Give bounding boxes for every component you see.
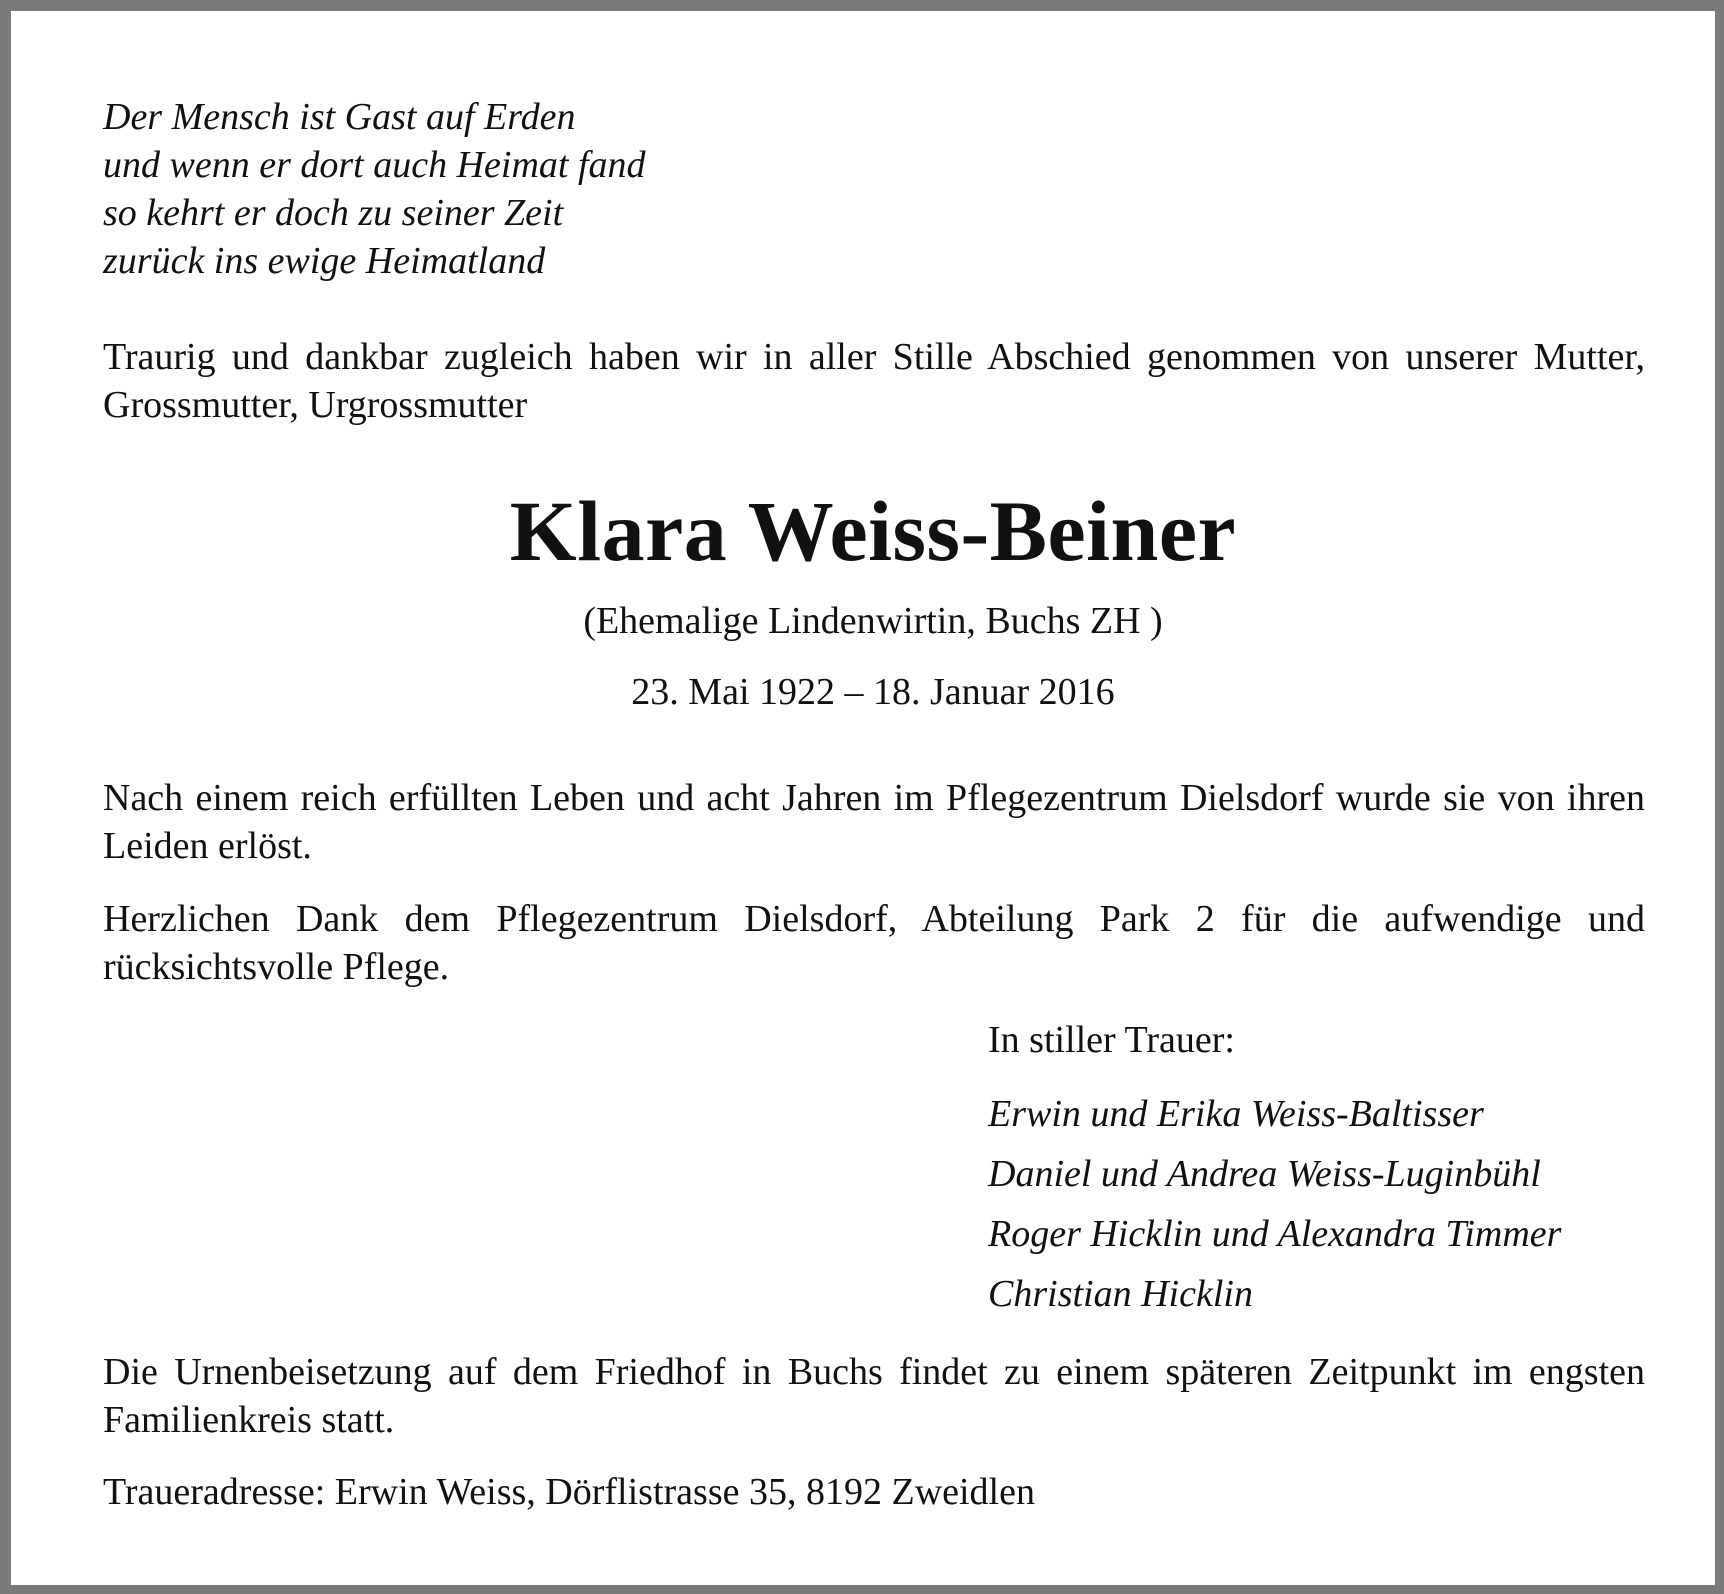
mourning-label: In stiller Trauer: xyxy=(988,1019,1235,1061)
deceased-name: Klara Weiss-Beiner xyxy=(509,483,1237,579)
paragraph-burial: Die Urnenbeisetzung auf dem Friedhof in Buchs findet zu einem späteren Zeitpunkt im engsten Familienkreis statt. xyxy=(103,1351,1645,1441)
mourner-name: Daniel und Andrea Weiss-Luginbühl xyxy=(988,1153,1541,1195)
mourner-name: Christian Hicklin xyxy=(988,1273,1253,1315)
mourners-list xyxy=(988,1084,1561,1324)
deceased-description: (Ehemalige Lindenwirtin, Buchs ZH ) xyxy=(583,600,1163,642)
poem-line: Der Mensch ist Gast auf Erden xyxy=(103,96,576,138)
poem-line: und wenn er dort auch Heimat fand xyxy=(103,144,646,186)
mourner-name: Erwin und Erika Weiss-Baltisser xyxy=(988,1093,1484,1135)
mourning-address: Traueradresse: Erwin Weiss, Dörflistrasse 35, 8192 Zweidlen xyxy=(103,1471,1035,1513)
poem-line: zurück ins ewige Heimatland xyxy=(103,240,546,282)
paragraph-thanks: Herzlichen Dank dem Pflegezentrum Dielsdorf, Abteilung Park 2 für die aufwendige und rücksichtsvolle Pflege. xyxy=(103,898,1645,988)
intro-paragraph: Traurig und dankbar zugleich haben wir in aller Stille Abschied genommen von unserer Mutter, Grossmutter, Urgrossmutter xyxy=(103,336,1645,426)
life-dates: 23. Mai 1922 – 18. Januar 2016 xyxy=(631,671,1115,713)
memorial-poem xyxy=(103,93,646,285)
poem-line: so kehrt er doch zu seiner Zeit xyxy=(103,192,564,234)
paragraph-life: Nach einem reich erfüllten Leben und acht Jahren im Pflegezentrum Dielsdorf wurde sie von ihren Leiden erlöst. xyxy=(103,777,1645,867)
mourner-name: Roger Hicklin und Alexandra Timmer xyxy=(988,1213,1562,1255)
